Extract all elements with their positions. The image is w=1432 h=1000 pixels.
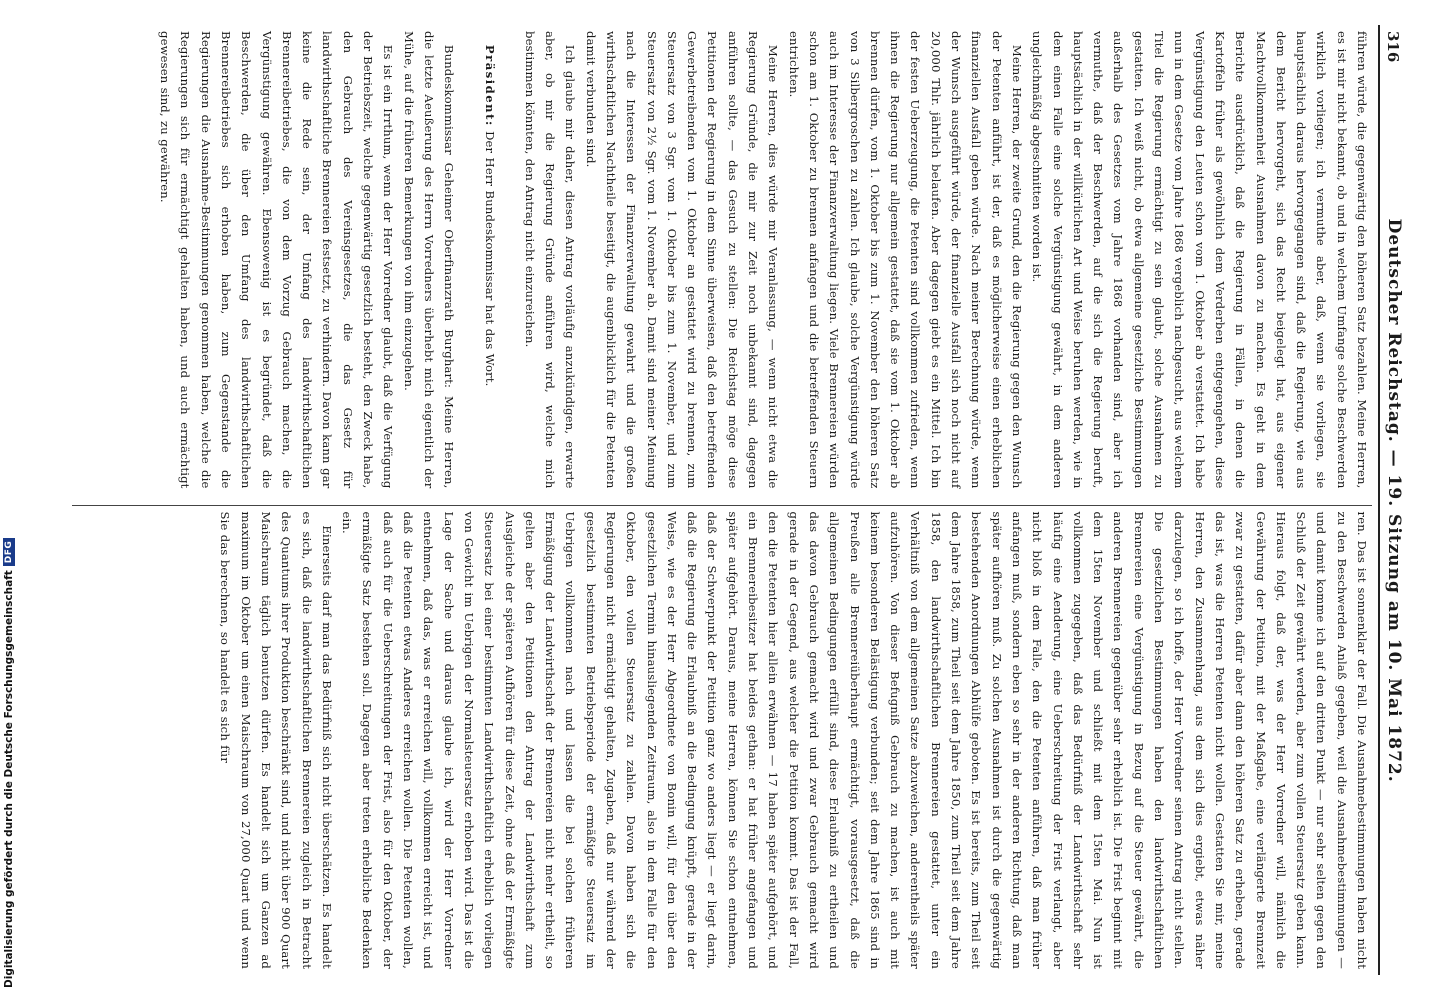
paragraph: führen würde, die gegenwärtig den höheren Satz bezahlen. Meine Herren, es ist mir nicht bekannt, ob und in welchem Umfange solche Beschwerden wirklich vorliegen; ich vermuthe aber, daß, wenn sie vorliegen, sie hauptsächlich daraus hervorgegangen sind, daß die Regierung, wie aus dem Bericht hervorgeht, sich das Recht beigelegt hat, aus eigener Machtvollkommenheit Ausnahmen davon zu machen. Es geht in dem Berichte ausdrücklich, daß die Regierung in Fällen, in denen die Kartoffeln früher als gewöhnlich dem Verderben entgegengehen, diese Vergünstigung den Leuten schon vom 1. Oktober ab verstattet. Ich habe nun in dem Gesetze vom Jahre 1868 vergeblich nachgesucht, aus welchem Titel die Regierung ermächtigt zu sein glaubt, solche Ausnahmen zu gestatten. Ich weiß nicht, ob etwa allgemeine gesetzliche Bestimmungen außerhalb des Gesetzes vom Jahre 1868 vorhanden sind, aber ich vermuthe, daß der Beschwerden, auf die sich die Regierung beruft, hauptsächlich in der willkürlichen Art und Weise beruhen werden, wie in dem einen Falle eine solche Vergünstigung gewährt, in dem anderen ungleichmäßig abgeschnitten worden ist. <box>1030 31 1369 489</box>
speaker-paragraph <box>479 31 499 489</box>
digitization-credit <box>2 540 16 988</box>
paragraph: Es ist ein Irrthum, wenn der Herr Vorredner glaubt, daß die Verfügung der Betriebszeit, welche gegenwärtig gesetzlich besteht, den Zweck habe, den Gebrauch des Vereinsgesetzes, die das Gesetz für landwirthschaftliche Brennereien festsetzt, zu verhindern. Davon kann gar keine die Rede sein, der Umfang des landwirthschaftlichen Brennereibetriebes, die von dem Vorzug Gebrauch machen, die Vergünstigung gewähren. Ebensowenig ist es begründet, daß die Beschwerden, die über den Umfang des landwirthschaftlichen Brennereibetriebes sich erhoben haben, zum Gegenstande die Regierungen die Ausnahme-Bestimmungen genommen haben, welche die Regierungen sich für ermächtigt gehalten haben, und auch ermächtigt gewesen sind, zu gewähren. <box>158 31 396 489</box>
column-left <box>72 25 1372 495</box>
credit-text: Digitalisierung gefördert durch die Deutsche Forschungsgemeinschaft <box>3 570 15 988</box>
running-title: Deutscher Reichstag. — 19. Sitzung am 10. Mai 1872. <box>1384 218 1404 783</box>
rotated-page-content <box>58 25 1418 975</box>
spacer <box>500 31 520 489</box>
paragraph: Bundeskommissar Geheimer Oberfinanzrath Burghart: Meine Herren, die letzte Aeußerung des Herrn Vorredners überhebt mich eigentlich der Mühe, auf die früheren Bemerkungen von ihm einzugehen. <box>401 31 457 489</box>
paragraph: Ich glaube mir daher, diesen Antrag vorläufig anzukündigen, erwarte aber, ob mir die Regierung Gründe anführen wird, welche mich bestimmen könnten, den Antrag nicht einzureichen. <box>522 31 578 489</box>
paragraph: Einerseits darf man das Bedürfniß sich nicht überschätzen. Es handelt es sich, daß die landwirthschaftlichen Brennereien zugleich in Betracht des Quantums ihrer Produktion beschränkt sind, und nicht über 900 Quart Maischraum täglich benutzen dürfen. Es handelt sich um Ganzen ad maximum im Oktober um einen Maischraum von 27,000 Quart und wenn Sie das berechnen, so handelt es sich für <box>218 511 334 969</box>
paragraph: Meine Herren, dies würde mir Veranlassung, — wenn nicht etwa die Regierung Gründe, die mir zur Zeit noch unbekannt sind, dagegen anführen sollte, — das Gesuch zu stellen: Die Reichstag möge diese Petitionen der Regierung in dem Sinne überweisen, daß den betreffenden Gewerbetreibenden vom 1. Oktober an gestattet wird zu brennen, zum Steuersatz von 3 Sgr. vom 1. Oktober bis zum 1. November, und zum Steuersatz von 2½ Sgr. vom 1. November ab. Damit sind meiner Meinung nach die Interessen der Finanzverwaltung gewahrt und die großen wirthschaftlichen Nachtheile beseitigt, die augenblicklich für die Petenten damit verbunden sind. <box>583 31 781 489</box>
dfg-logo: DFG <box>3 538 15 567</box>
spacer <box>459 31 479 489</box>
paragraph: ren. Das ist sonnenklar der Fall. Die Ausnahmebestimmungen haben nicht zu den Beschwerden Anlaß gegeben, weil die Ausnahmebestimmungen — und damit komme ich auf den dritten Punkt — nur sehr selten gegen den Schluß der Zeit gewährt werden, aber zum vollen Steuersatz geben kann. Hieraus folgt, daß der, was der Herr Vorredner will, nämlich die Gewährung der Petition, mit der Maßgabe, eine verlängerte Brennzeit zwar zu gestatten, dafür aber dann den höheren Satz zu erheben, gerade das ist, was die Herren Petenten nicht wollen. Gestatten Sie mir, meine Herren, den Zusammenhang, aus dem sich dies ergiebt, etwas näher darzulegen, so ich hoffe, der Herr Vorredner seinen Antrag nicht stellen. Die gesetzlichen Bestimmungen haben den landwirthschaftlichen Brennereien eine Vergünstigung in Bezug auf die Steuer gewährt, die anderen Brennereien gegenüber sehr erheblich ist. Die Frist beginnt mit dem 15ten November und schließt mit dem 15ten Mai. Nun ist vollkommen zugegeben, daß das Bedürfniß der Landwirthschaft sehr häufig eine Aenderung, eine Ueberschreitung der Frist verlangt, aber nicht bloß in dem Falle, den die Petenten anführen, daß man früher anfangen muß, sondern eben so sehr in der anderen Richtung, daß man später aufhören muß. Zu solchen Ausnahmen ist durch die gegenwärtig bestehenden Anordnungen Abhülfe geboten. Es ist bereits, zum Theil seit dem Jahre 1858, zum Theil seit dem Jahre 1850, zum Theil seit dem Jahre 1858, den landwirthschaftlichen Brennereien gestattet, unter ein Verhältniß von dem allgemeinen Satze abzuweichen, anderentheils später aufzuhören. Von dieser Befugniß Gebrauch zu machen, ist auch mit keinem besonderen Belästigung verbunden; seit dem Jahre 1865 sind in Preußen alle Brennereiüberhaupt ermächtigt, vorausgesetzt, daß die allgemeinen Bedingungen erfüllt sind, diese Erlaubniß zu ertheilen und das davon Gebrauch gemacht wird und zwar Gebrauch gemacht wird gerade in der Gegend, aus welcher die Petition kommt. Das ist der Fall, den die Petenten hier allein erwähnen — 17 haben später aufgehört, und ein Brennereibesitzer hat beides gethan: er hat früher angefangen und später aufgehört. Daraus, meine Herren, können Sie schon entnehmen, daß der Schwerpunkt der Petition ganz wo anders liegt — er liegt darin, daß die Regierung die Erlaubniß an die Bedingung knüpft, gerade in der Weise, wie es der Herr Abgeordnete von Bonin will, für den über den gesetzlichen Termin hinausliegenden Zeitraum, also in dem Falle für den Oktober, den vollen Steuersatz zu zahlen. Davon haben sich die Regierungen nicht ermächtigt gehalten, Zugaben, daß nur während der gesetzlich bestimmten Betriebsperiode der ermäßigte Steuersatz im Uebrigen vollkommen nach und lassen die bei solchen früheren Ermäßigung der Landwirthschaft der Brennereien nicht mehr ertheilt, so gelten aber den Petitionen den Antrag der Landwirthschaft zum Ausgleiche der späteren Aufhören für diese Zeit, ohne daß der Ermäßigte Steuersatz bei einer bestimmten Landwirthschaftlich erheblich vorliegen von Gewicht im Uebrigen der Normalsteuersatz erhoben wird. Das ist die Lage der Sache und daraus glaube ich, wird der Herr Vorredner entnehmen, daß das, was er erreichen will, vollkommen erreicht ist, und daß die Petenten etwas Anderes erreichen wollen. Die Petenten wollen, daß auch für die Ueberschreitungen der Frist, also für den Oktober, der ermäßigte Satz bestehen soll. Dagegen aber treten erhebliche Bedenken ein. <box>340 511 1369 969</box>
text-columns <box>72 25 1372 975</box>
speaker-text: Der Herr Bundeskommissar hat das Wort. <box>482 131 497 387</box>
page-header <box>1378 25 1418 975</box>
speaker-label: Präsident: <box>482 44 497 127</box>
page-number: 316 <box>1384 31 1402 63</box>
column-right <box>72 505 1372 976</box>
paragraph: Meine Herren, der zweite Grund, den die Regierung gegen den Wunsch der Petenten anführt, ist der, daß es möglicherweise einen erheblichen finanziellen Ausfall geben würde. Nach meiner Berechnung würde, wenn der Wunsch ausgeführt würde, der finanzielle Ausfall sich noch nicht auf 20,000 Thlr. jährlich belaufen. Aber dagegen giebt es ein Mittel. Ich bin der festen Ueberzeugung, die Petenten sind vollkommen zufrieden, wenn ihnen die Regierung nur allgemein gestattet, daß sie vom 1. Oktober ab brennen dürfen, vom 1. Oktober bis zum 1. November den höheren Satz von 3 Silbergroschen zu zahlen. Ich glaube, solche Vergünstigung würde auch im Interesse der Finanzverwaltung liegen. Viele Brennereien würden schon am 1. Oktober zu brennen anfangen und die betreffenden Steuern entrichten. <box>786 31 1024 489</box>
